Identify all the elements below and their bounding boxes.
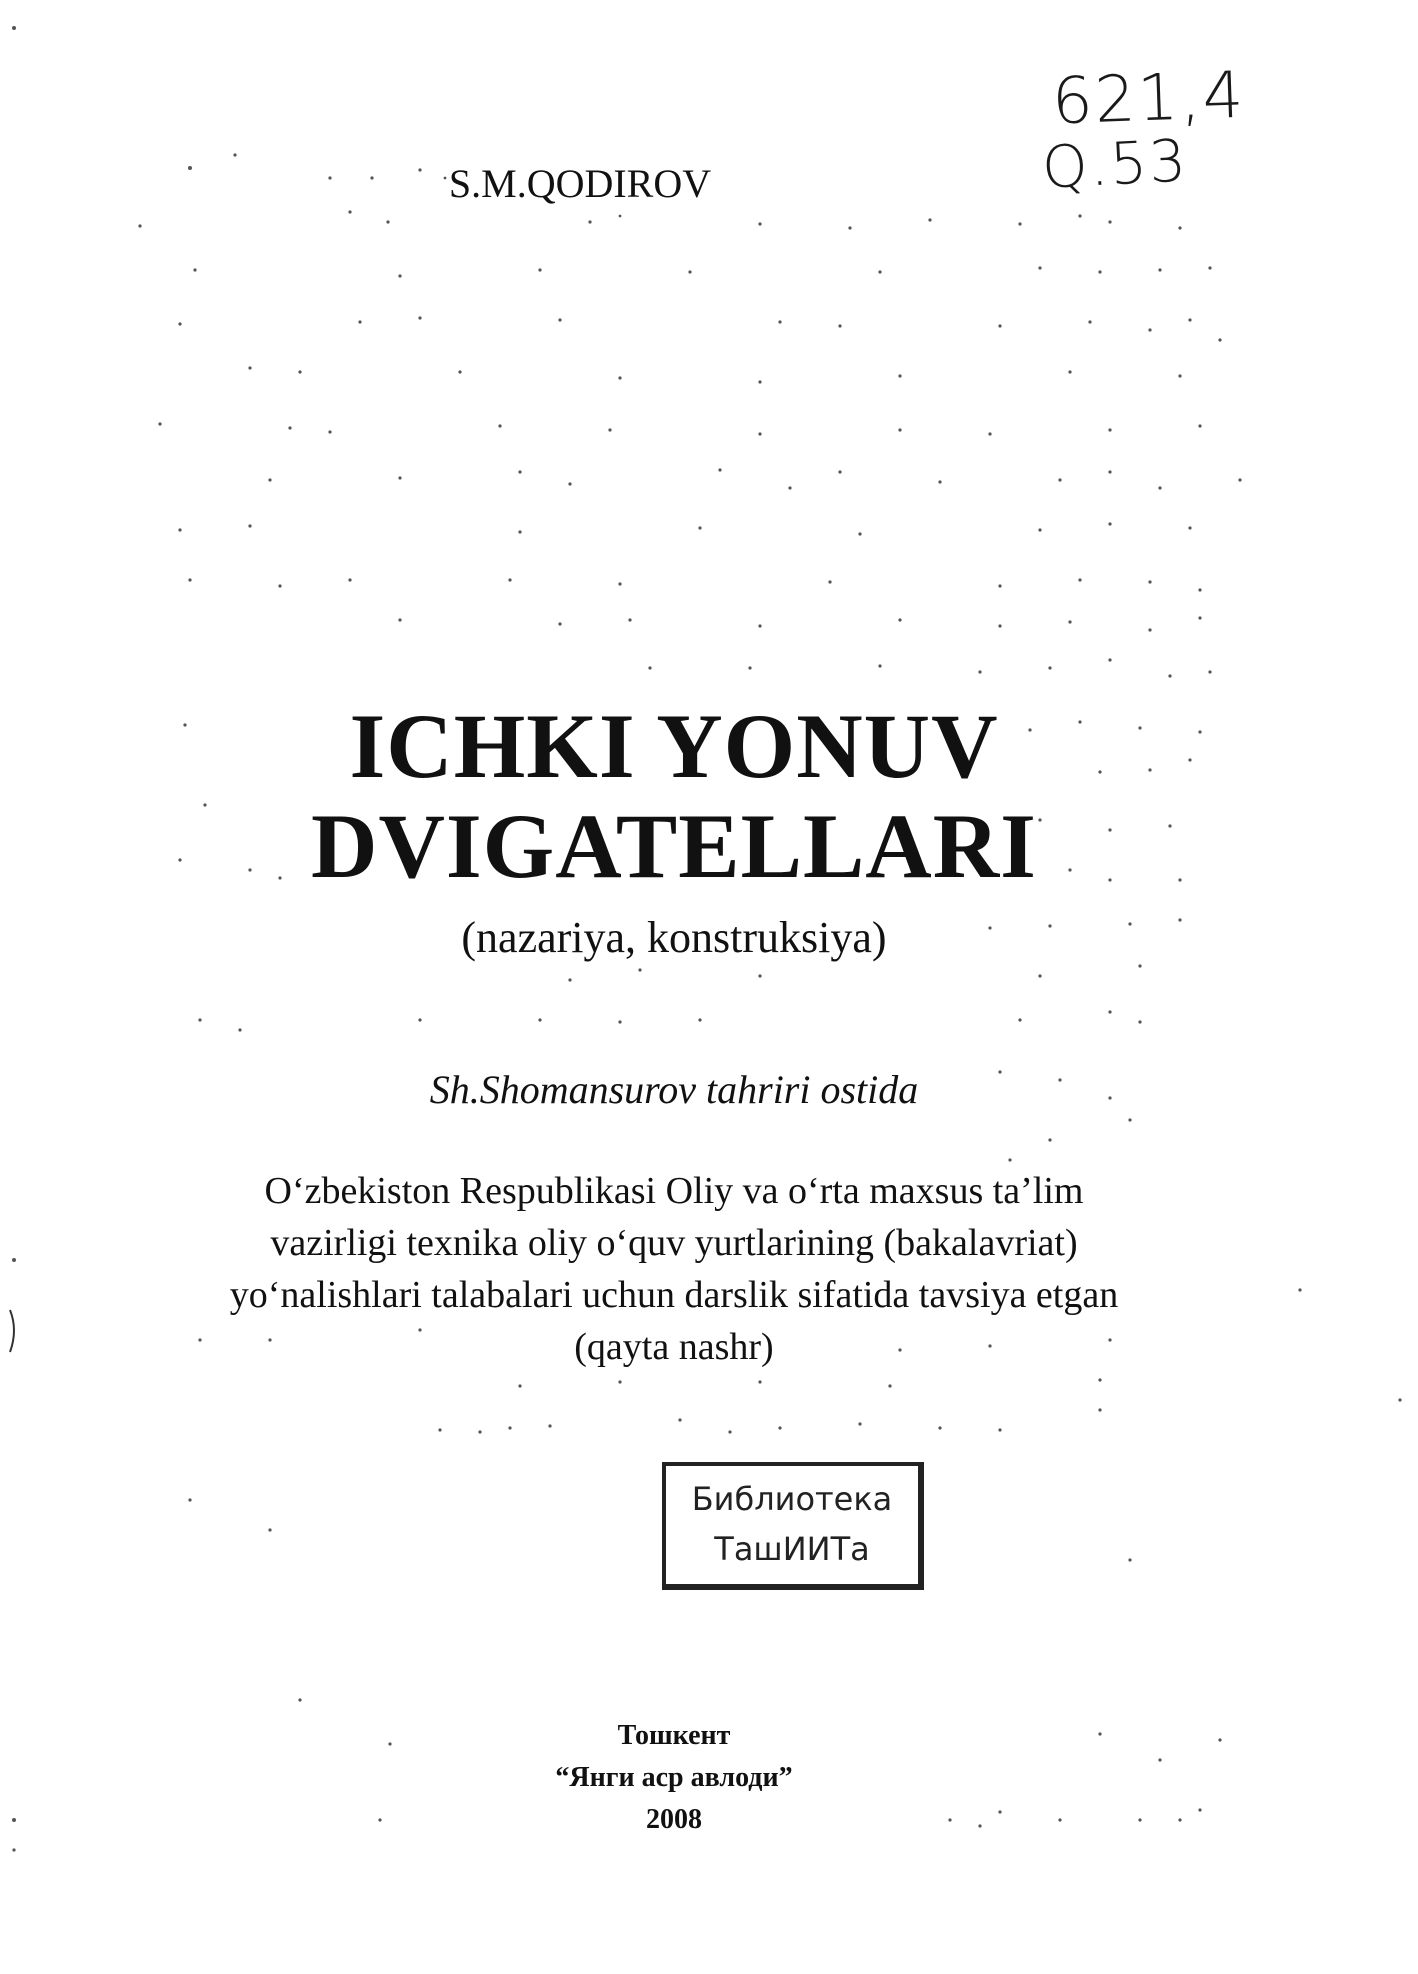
library-stamp-line-2: ТашИИТа xyxy=(714,1530,870,1568)
imprint-publisher: “Янги аср авлоди” xyxy=(555,1762,793,1793)
call-number-line-1: 621,4 xyxy=(1050,58,1247,140)
library-stamp-line-1: Библиотека xyxy=(691,1480,893,1518)
approval-text-line-3: yo‘nalishlari talabalari uchun darslik sifatida tavsiya etgan xyxy=(229,1274,1119,1316)
approval-text-line-2: vazirligi texnika oliy o‘quv yurtlarining (bakalavriat) xyxy=(270,1222,1078,1264)
editor-credit: Sh.Shomansurov tahriri ostida xyxy=(429,1067,919,1112)
author-name: S.M.QODIROV xyxy=(448,161,712,206)
library-stamp xyxy=(662,1462,924,1590)
imprint-city: Тошкент xyxy=(617,1720,731,1751)
approval-text-line-1: O‘zbekiston Respublikasi Oliy va o‘rta maxsus ta’lim xyxy=(264,1170,1084,1212)
approval-text-line-4: (qayta nashr) xyxy=(574,1326,774,1368)
book-title-line-1: ICHKI YONUV xyxy=(349,695,999,797)
book-title-line-2: DVIGATELLARI xyxy=(311,795,1037,897)
imprint-year: 2008 xyxy=(646,1804,702,1835)
book-subtitle: (nazariya, konstruksiya) xyxy=(461,913,887,962)
call-number-line-2: Q.53 xyxy=(1040,126,1190,202)
